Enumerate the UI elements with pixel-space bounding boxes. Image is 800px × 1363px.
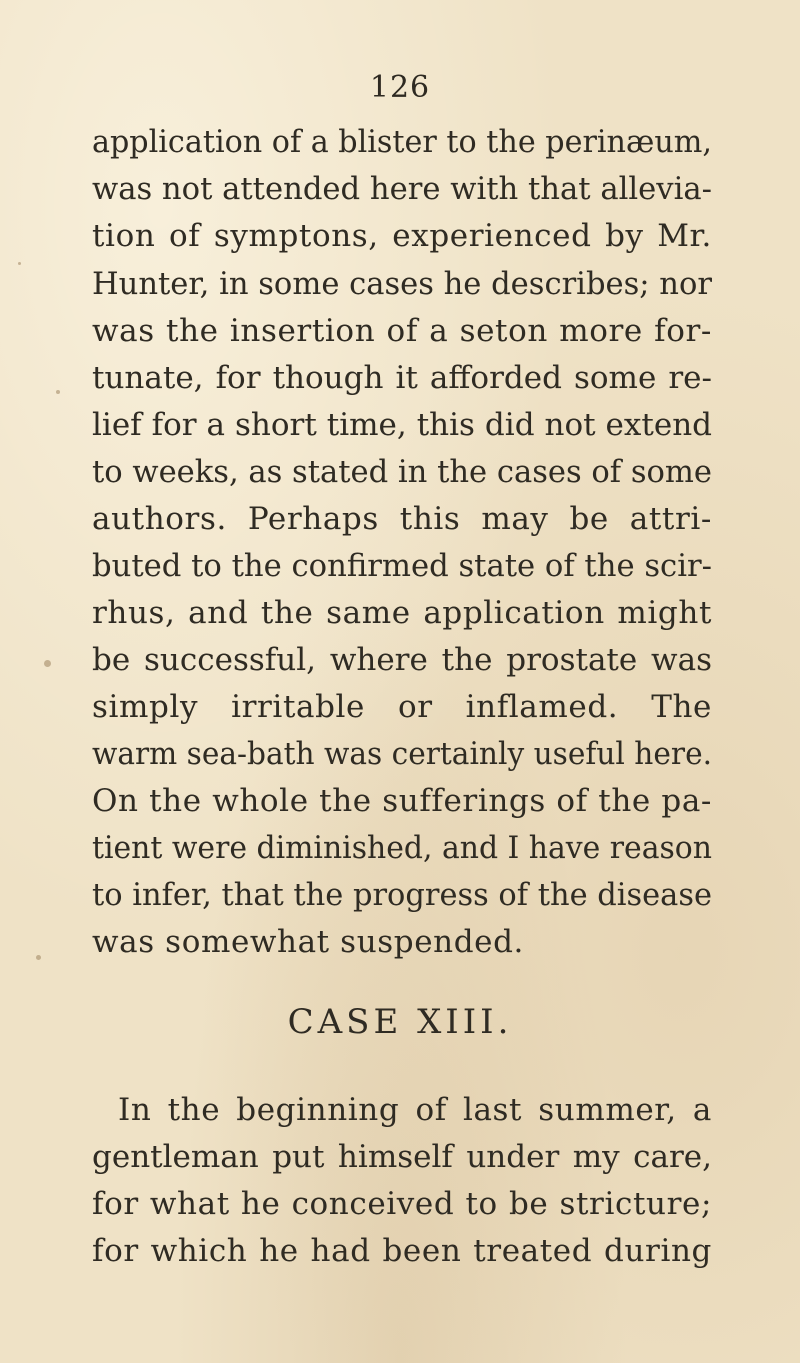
text-line: for what he conceived to be stricture; — [92, 1186, 712, 1222]
text-line: application of a blister to the perinæum, — [92, 124, 712, 160]
text-line: authors. Perhaps this may be attri- — [92, 501, 712, 537]
text-line: to weeks, as stated in the cases of some — [92, 454, 712, 490]
text-line: to infer, that the progress of the disease — [92, 877, 712, 913]
text-line: tion of symptons, experienced by Mr. — [92, 218, 712, 254]
paper-stain — [36, 955, 41, 960]
text-line: tient were diminished, and I have reason — [92, 830, 712, 866]
text-line: simply irritable or inflamed. The — [92, 689, 712, 725]
text-line: gentleman put himself under my care, — [92, 1139, 712, 1175]
text-line: On the whole the sufferings of the pa- — [92, 783, 712, 819]
text-line: warm sea-bath was certainly useful here. — [92, 736, 712, 772]
text-line: was somewhat suspended. — [92, 924, 525, 960]
text-line: for which he had been treated during — [92, 1233, 712, 1269]
case-heading: CASE XIII. — [287, 1002, 513, 1042]
text-line: Hunter, in some cases he describes; nor — [92, 266, 712, 302]
paper-stain — [44, 660, 51, 667]
text-line: was the insertion of a seton more for- — [92, 313, 712, 349]
paper-stain — [18, 262, 21, 265]
text-line: rhus, and the same application might — [92, 595, 712, 631]
text-line: tunate, for though it afforded some re- — [92, 360, 712, 396]
text-line: In the beginning of last summer, a — [118, 1092, 712, 1128]
text-line: be successful, where the prostate was — [92, 642, 712, 678]
text-line: lief for a short time, this did not extend — [92, 407, 712, 443]
paper-stain — [56, 390, 60, 394]
text-line: buted to the confirmed state of the scir- — [92, 548, 712, 584]
page-number: 126 — [369, 70, 431, 105]
text-line: was not attended here with that allevia- — [92, 171, 712, 207]
